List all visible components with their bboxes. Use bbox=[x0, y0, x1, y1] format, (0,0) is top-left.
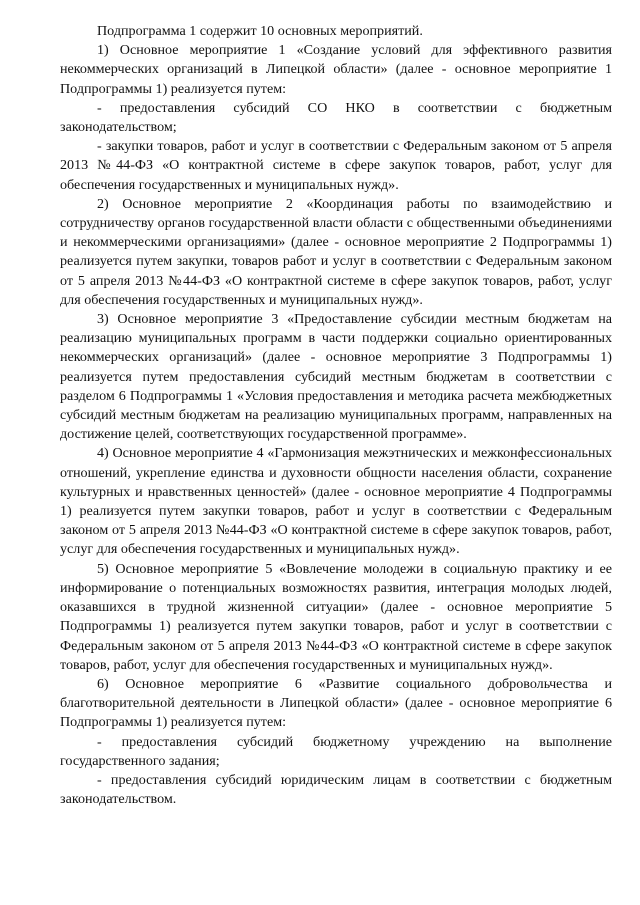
measure-1-paragraph: 1) Основное мероприятие 1 «Создание условий для эффективного развития некоммерческих организаций в Липецкой области» (далее - основное мероприятие 1 Подпрограммы 1) реализуется путем: bbox=[60, 42, 612, 97]
measure-4-paragraph: 4) Основное мероприятие 4 «Гармонизация межэтнических и межконфессиональных отношений, укрепление единства и духовности общности населения области, сохранение культурных и нравственных ценностей» (далее - основное мероприятие 4 Подпрограммы 1) реализуется путем закупки товаров, работ и услуг в соответствии с Федеральным законом от 5 апреля 2013 №44-ФЗ «О контрактной системе в сфере закупок товаров, работ, услуг для обеспечения государственных и муниципальных нужд». bbox=[60, 445, 612, 558]
measure-1-item-subsidies: - предоставления субсидий СО НКО в соответствии с бюджетным законодательством; bbox=[60, 99, 612, 136]
measure-1-item-procurement: - закупки товаров, работ и услуг в соответствии с Федеральным законом от 5 апреля 2013 №44-ФЗ «О контрактной системе в сфере закупок товаров, работ, услуг для обеспечения государственных и муниципальных нужд». bbox=[60, 138, 612, 193]
measure-6-paragraph: 6) Основное мероприятие 6 «Развитие социального добровольчества и благотворительной деятельности в Липецкой области» (далее - основное мероприятие 6 Подпрограммы 1) реализуется путем: bbox=[60, 675, 612, 731]
measure-2-paragraph: 2) Основное мероприятие 2 «Координация работы по взаимодействию и сотрудничеству органов государственной власти области с общественными объединениями и некоммерческими организациями» (далее - основное мероприятие 2 Подпрограммы 1) реализуется путем закупки, товаров работ и услуг в соответствии с Федеральным законом от 5 апреля 2013 №44-ФЗ «О контрактной системе в сфере закупок товаров, работ, услуг для обеспечения государственных и муниципальных нужд». bbox=[60, 195, 612, 308]
intro-paragraph: Подпрограмма 1 содержит 10 основных мероприятий. bbox=[97, 23, 423, 39]
document-page bbox=[60, 22, 612, 809]
measure-6-item-state-assignment: - предоставления субсидий бюджетному учреждению на выполнение государственного задания; bbox=[60, 733, 612, 769]
measure-3-paragraph: 3) Основное мероприятие 3 «Предоставление субсидии местным бюджетам на реализацию муниципальных программ в части поддержки социально ориентированных некоммерческих организаций» (далее - основное мероприятие 3 Подпрограммы 1) реализуется путем предоставления субсидий местным бюджетам в соответствии с разделом 6 Подпрограммы 1 «Условия предоставления и методика расчета межбюджетных субсидий местным бюджетам на реализацию муниципальных программ, направленных на достижение целей, соответствующих государственной программе». bbox=[60, 311, 612, 443]
measure-6-item-legal-entities: - предоставления субсидий юридическим лицам в соответствии с бюджетным законодательством. bbox=[60, 771, 612, 808]
measure-5-paragraph: 5) Основное мероприятие 5 «Вовлечение молодежи в социальную практику и ее информирование о потенциальных возможностях развития, интеграция молодых людей, оказавшихся в трудной жизненной ситуации» (далее - основное мероприятие 5 Подпрограммы 1) реализуется путем закупки товаров, работ и услуг в соответствии с Федеральным законом от 5 апреля 2013 №44-ФЗ «О контрактной системе в сфере закупок товаров, работ, услуг для обеспечения государственных и муниципальных нужд». bbox=[60, 560, 612, 673]
